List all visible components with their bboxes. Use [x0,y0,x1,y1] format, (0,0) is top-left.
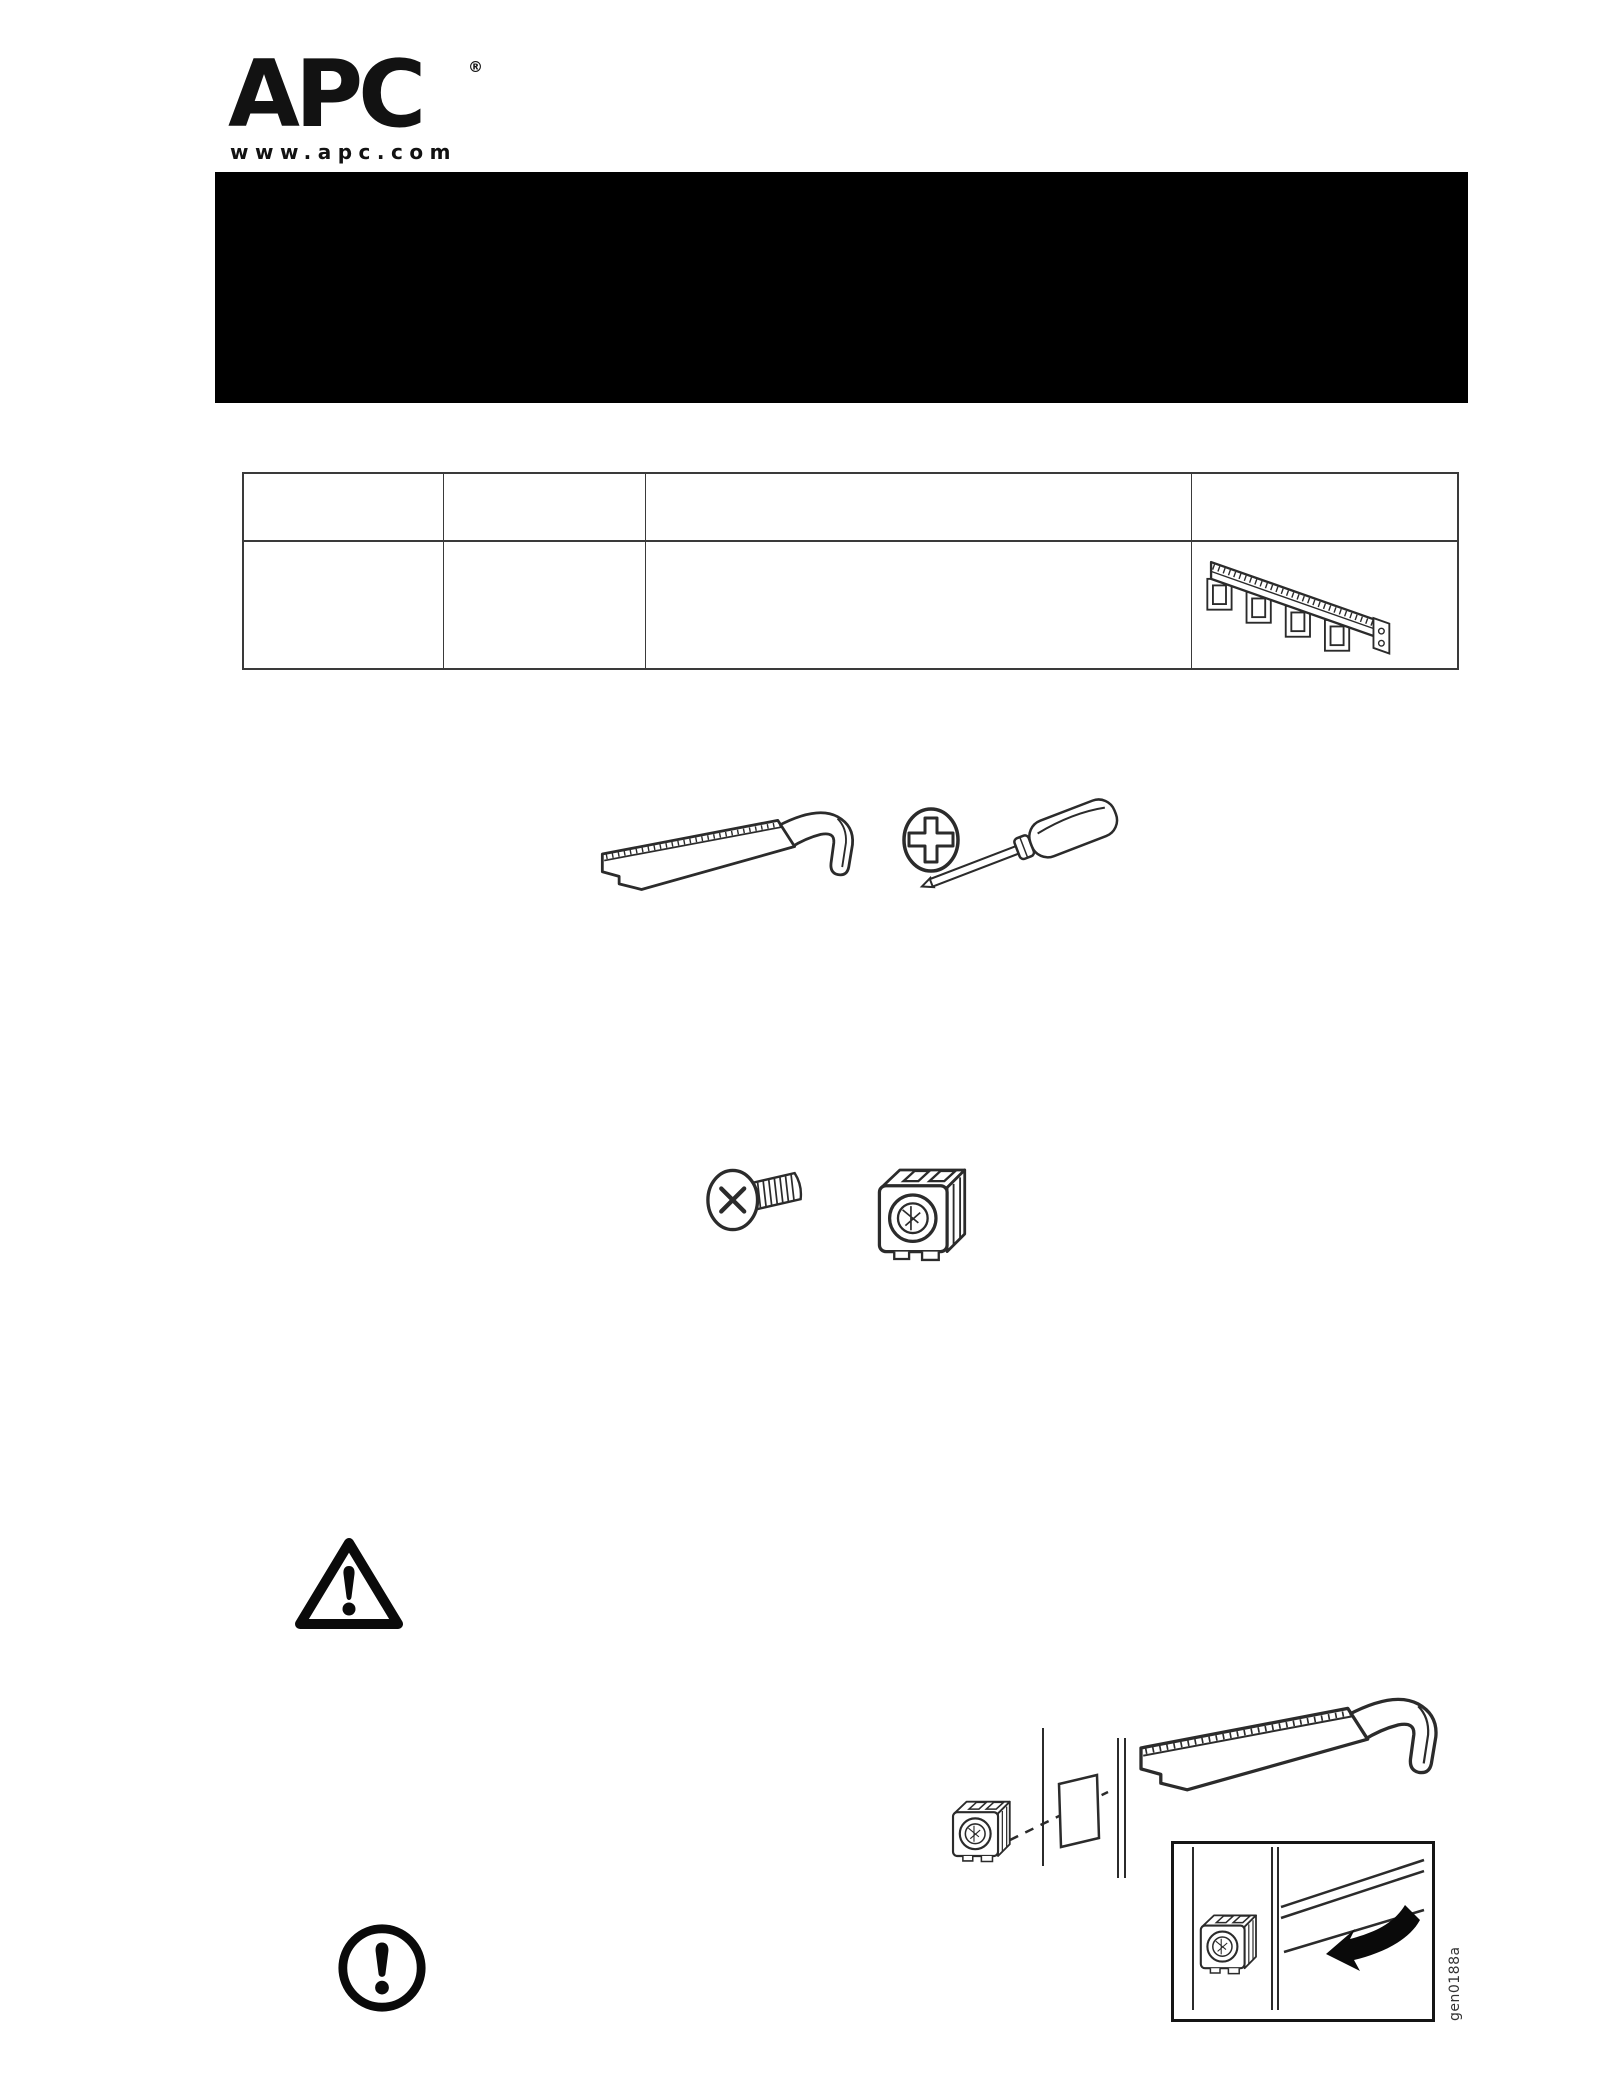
square-hole [1059,1775,1099,1847]
figure-code-label: gen0188a [1447,1946,1463,2021]
cage-nut-tool-image [593,798,873,910]
product-table [242,472,1457,670]
cage-nut-image [953,1802,1010,1862]
table-header-cell [645,473,1191,541]
warning-triangle-icon [293,1534,405,1634]
apc-logo: APC [228,40,422,148]
table-row [243,541,1458,669]
table-header-cell [243,473,443,541]
cage-nut-seated-diagram [1174,1844,1426,2013]
table-cell [243,541,443,669]
cage-nut-image [872,1152,974,1264]
title-banner [215,172,1468,403]
cage-nut-tool-image [1141,1699,1436,1789]
rack-cable-organizer-image [1192,549,1400,661]
screwdriver-image [909,783,1131,914]
table-header-cell [1191,473,1458,541]
table-cell-product-image [1191,541,1458,669]
table-header-cell [443,473,645,541]
table-header-row [243,473,1458,541]
registered-trademark-symbol: ® [468,58,483,76]
rotation-arrow-icon [1326,1905,1420,1971]
table-cell [443,541,645,669]
apc-website-text: www.apc.com [230,140,457,164]
pan-head-screw-image [706,1156,811,1244]
table-cell [645,541,1191,669]
cage-nut-seated-detail-figure [1171,1841,1435,2022]
cage-nut-image [1201,1915,1256,1973]
alert-circle-icon [335,1921,429,2015]
